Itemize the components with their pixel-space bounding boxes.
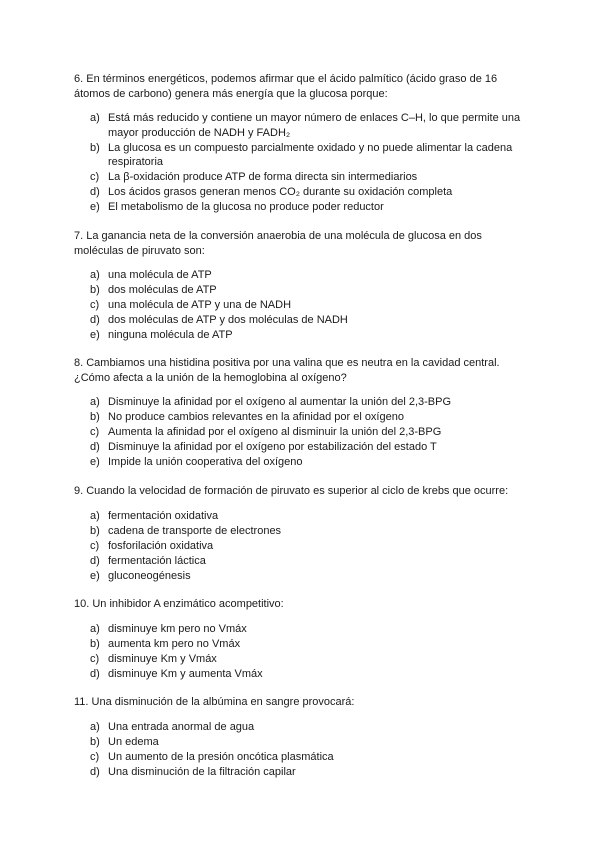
option-letter: b) bbox=[90, 411, 100, 423]
option-list bbox=[74, 268, 534, 343]
option-b bbox=[90, 735, 534, 750]
option-letter: a) bbox=[90, 396, 100, 408]
question-8 bbox=[74, 356, 534, 470]
option-d bbox=[90, 185, 534, 200]
option-letter: d) bbox=[90, 667, 100, 680]
option-text: una molécula de ATP bbox=[108, 269, 212, 281]
option-e bbox=[90, 200, 534, 215]
question-10 bbox=[74, 597, 534, 682]
option-b bbox=[90, 141, 534, 170]
question-6 bbox=[74, 72, 534, 215]
option-letter: a) bbox=[90, 112, 100, 124]
option-letter: c) bbox=[90, 299, 100, 311]
option-letter: b) bbox=[90, 735, 100, 748]
option-d bbox=[90, 554, 534, 569]
option-text: gluconeogénesis bbox=[108, 569, 191, 582]
option-letter: e) bbox=[90, 569, 100, 582]
option-text: disminuye Km y Vmáx bbox=[108, 652, 217, 665]
question-text: 7. La ganancia neta de la conversión anaerobia de una molécula de glucosa en dos moléculas de piruvato son: bbox=[74, 230, 482, 257]
option-letter: d) bbox=[90, 186, 100, 198]
option-letter: d) bbox=[90, 554, 100, 567]
question-text: 6. En términos energéticos, podemos afirmar que el ácido palmítico (ácido graso de 16 átomos de carbono) genera más energía que la glucosa porque: bbox=[74, 73, 498, 100]
question-text: 8. Cambiamos una histidina positiva por una valina que es neutra en la cavidad central. ¿Cómo afecta a la unión de la hemoglobina al oxígeno? bbox=[74, 357, 500, 384]
option-list bbox=[74, 395, 534, 470]
option-letter: c) bbox=[90, 750, 100, 763]
question-text: 9. Cuando la velocidad de formación de piruvato es superior al ciclo de krebs que ocurre: bbox=[74, 485, 509, 497]
option-text: Disminuye la afinidad por el oxígeno por estabilización del estado T bbox=[108, 441, 437, 453]
option-text: fermentación láctica bbox=[108, 554, 206, 567]
option-c bbox=[90, 750, 534, 765]
option-a bbox=[90, 395, 534, 410]
option-e bbox=[90, 328, 534, 343]
option-letter: b) bbox=[90, 284, 100, 296]
option-b bbox=[90, 410, 534, 425]
option-text: No produce cambios relevantes en la afinidad por el oxígeno bbox=[108, 411, 404, 423]
question-11 bbox=[74, 695, 534, 780]
option-c bbox=[90, 539, 534, 554]
option-text: ninguna molécula de ATP bbox=[108, 329, 233, 341]
option-text: La β-oxidación produce ATP de forma directa sin intermediarios bbox=[108, 171, 418, 183]
option-list bbox=[74, 622, 534, 682]
option-text: Está más reducido y contiene un mayor número de enlaces C–H, lo que permite una mayor producción de NADH y FADH₂ bbox=[108, 112, 521, 139]
option-d bbox=[90, 313, 534, 328]
option-text: fosforilación oxidativa bbox=[108, 539, 214, 552]
option-text: cadena de transporte de electrones bbox=[108, 524, 282, 537]
question-text: 11. Una disminución de la albúmina en sangre provocará: bbox=[74, 696, 355, 708]
option-letter: b) bbox=[90, 637, 100, 650]
option-text: una molécula de ATP y una de NADH bbox=[108, 299, 292, 311]
option-text: Los ácidos grasos generan menos CO₂ durante su oxidación completa bbox=[108, 186, 453, 198]
option-text: Una entrada anormal de agua bbox=[108, 720, 255, 733]
option-text: Una disminución de la filtración capilar bbox=[108, 765, 296, 778]
option-letter: a) bbox=[90, 720, 100, 733]
option-d bbox=[90, 440, 534, 455]
option-a bbox=[90, 622, 534, 637]
option-letter: c) bbox=[90, 652, 100, 665]
question-9 bbox=[74, 484, 534, 584]
option-a bbox=[90, 720, 534, 735]
option-text: disminuye Km y aumenta Vmáx bbox=[108, 667, 263, 680]
option-list bbox=[74, 720, 534, 780]
option-text: aumenta km pero no Vmáx bbox=[108, 637, 241, 650]
option-letter: a) bbox=[90, 509, 100, 522]
option-letter: b) bbox=[90, 141, 100, 154]
option-d bbox=[90, 765, 534, 780]
option-text: Impide la unión cooperativa del oxígeno bbox=[108, 456, 303, 468]
option-letter: c) bbox=[90, 171, 100, 183]
option-letter: a) bbox=[90, 622, 100, 635]
option-e bbox=[90, 569, 534, 584]
option-c bbox=[90, 170, 534, 185]
question-7 bbox=[74, 229, 534, 343]
option-list bbox=[74, 111, 534, 215]
option-b bbox=[90, 283, 534, 298]
option-c bbox=[90, 652, 534, 667]
option-c bbox=[90, 298, 534, 313]
option-d bbox=[90, 667, 534, 682]
option-letter: e) bbox=[90, 201, 100, 213]
question-text: 10. Un inhibidor A enzimático acompetitivo: bbox=[74, 598, 284, 610]
option-letter: d) bbox=[90, 765, 100, 778]
option-letter: e) bbox=[90, 456, 100, 468]
option-letter: b) bbox=[90, 524, 100, 537]
option-text: dos moléculas de ATP y dos moléculas de NADH bbox=[108, 314, 348, 326]
option-text: disminuye km pero no Vmáx bbox=[108, 622, 247, 635]
option-list bbox=[74, 509, 534, 584]
option-letter: e) bbox=[90, 329, 100, 341]
option-text: El metabolismo de la glucosa no produce poder reductor bbox=[108, 201, 384, 213]
option-text: Disminuye la afinidad por el oxígeno al aumentar la unión del 2,3-BPG bbox=[108, 396, 452, 408]
option-a bbox=[90, 509, 534, 524]
option-letter: d) bbox=[90, 314, 100, 326]
option-text: fermentación oxidativa bbox=[108, 509, 219, 522]
option-a bbox=[90, 111, 534, 140]
option-b bbox=[90, 524, 534, 539]
option-text: Un edema bbox=[108, 735, 159, 748]
option-a bbox=[90, 268, 534, 283]
option-text: dos moléculas de ATP bbox=[108, 284, 217, 296]
option-letter: c) bbox=[90, 426, 100, 438]
option-c bbox=[90, 425, 534, 440]
option-text: La glucosa es un compuesto parcialmente oxidado y no puede alimentar la cadena respiratoria bbox=[108, 141, 513, 168]
option-b bbox=[90, 637, 534, 652]
option-letter: a) bbox=[90, 269, 100, 281]
option-letter: c) bbox=[90, 539, 100, 552]
option-text: Un aumento de la presión oncótica plasmática bbox=[108, 750, 334, 763]
option-letter: d) bbox=[90, 441, 100, 453]
option-e bbox=[90, 455, 534, 470]
option-text: Aumenta la afinidad por el oxígeno al disminuir la unión del 2,3-BPG bbox=[108, 426, 442, 438]
